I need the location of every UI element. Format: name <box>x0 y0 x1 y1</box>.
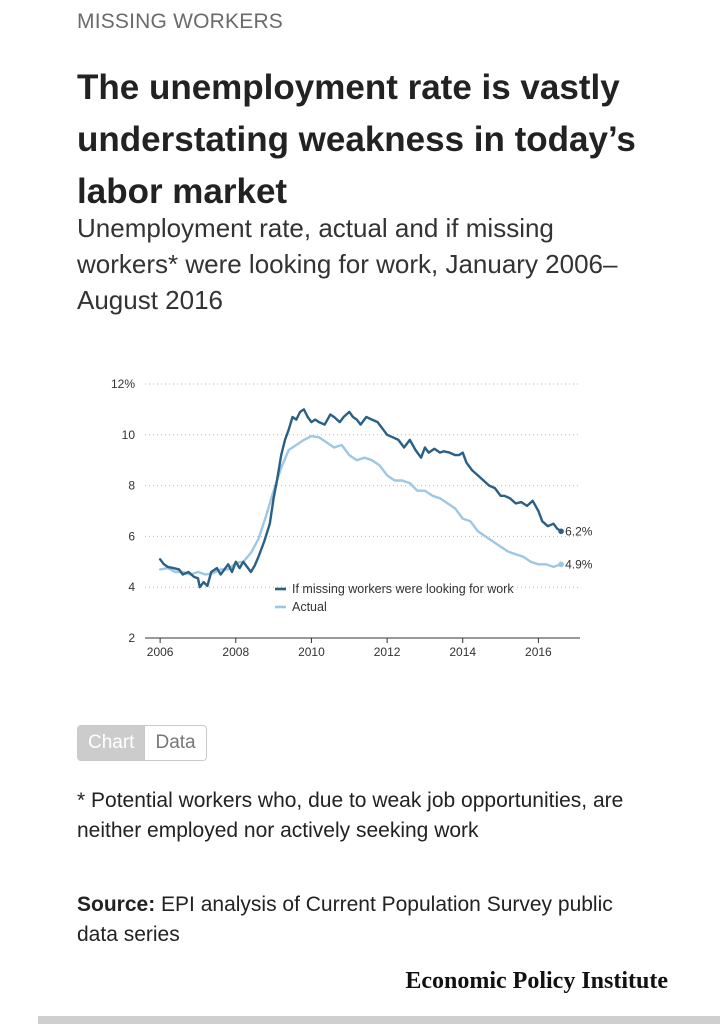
y-tick-label-6: 6 <box>128 529 135 544</box>
series-line-actual <box>160 436 561 574</box>
page-title: The unemployment rate is vastly understating weakness in today’s labor market <box>77 68 636 211</box>
x-tick-label-2008: 2008 <box>222 645 250 659</box>
footnote: * Potential workers who, due to weak job opportunities, are neither employed nor actively seeking work <box>77 789 624 842</box>
end-point-actual <box>558 562 564 568</box>
chart-tab[interactable]: Chart <box>78 726 144 760</box>
label-layer <box>558 524 592 571</box>
axis-layer <box>111 377 580 659</box>
source-label: Source: <box>77 893 156 916</box>
end-label-actual: 4.9% <box>565 557 593 572</box>
y-tick-label-12: 12% <box>110 377 135 391</box>
kicker: MISSING WORKERS <box>77 10 284 33</box>
view-toggle <box>77 725 207 761</box>
x-tick-label-2010: 2010 <box>298 645 325 659</box>
bottom-scrollbar <box>38 1016 720 1024</box>
x-tick-label-2016: 2016 <box>525 645 552 659</box>
legend-label-missing-workers: If missing workers were looking for work <box>292 582 514 596</box>
brand-logo: Economic Policy Institute <box>405 968 668 994</box>
series-line-missing-workers <box>160 409 561 587</box>
legend <box>275 582 514 614</box>
line-chart <box>90 366 630 666</box>
source-text: EPI analysis of Current Population Survey public data series <box>77 893 613 946</box>
legend-label-actual: Actual <box>292 600 327 614</box>
end-point-missing-workers <box>558 529 564 535</box>
x-tick-label-2006: 2006 <box>146 645 174 659</box>
y-tick-label-8: 8 <box>128 478 135 493</box>
source-note <box>77 890 657 950</box>
grid-layer <box>145 384 580 587</box>
data-tab[interactable]: Data <box>144 726 205 760</box>
end-label-missing-workers: 6.2% <box>565 524 593 539</box>
chart-subtitle: Unemployment rate, actual and if missing workers* were looking for work, January 2006–August 2016 <box>77 213 618 315</box>
y-tick-label-4: 4 <box>128 580 135 595</box>
x-tick-label-2012: 2012 <box>373 645 401 659</box>
y-tick-label-2: 2 <box>128 631 135 645</box>
chart-svg <box>90 366 630 666</box>
x-tick-label-2014: 2014 <box>449 645 477 659</box>
y-tick-label-10: 10 <box>121 427 135 442</box>
series-layer <box>160 409 561 587</box>
